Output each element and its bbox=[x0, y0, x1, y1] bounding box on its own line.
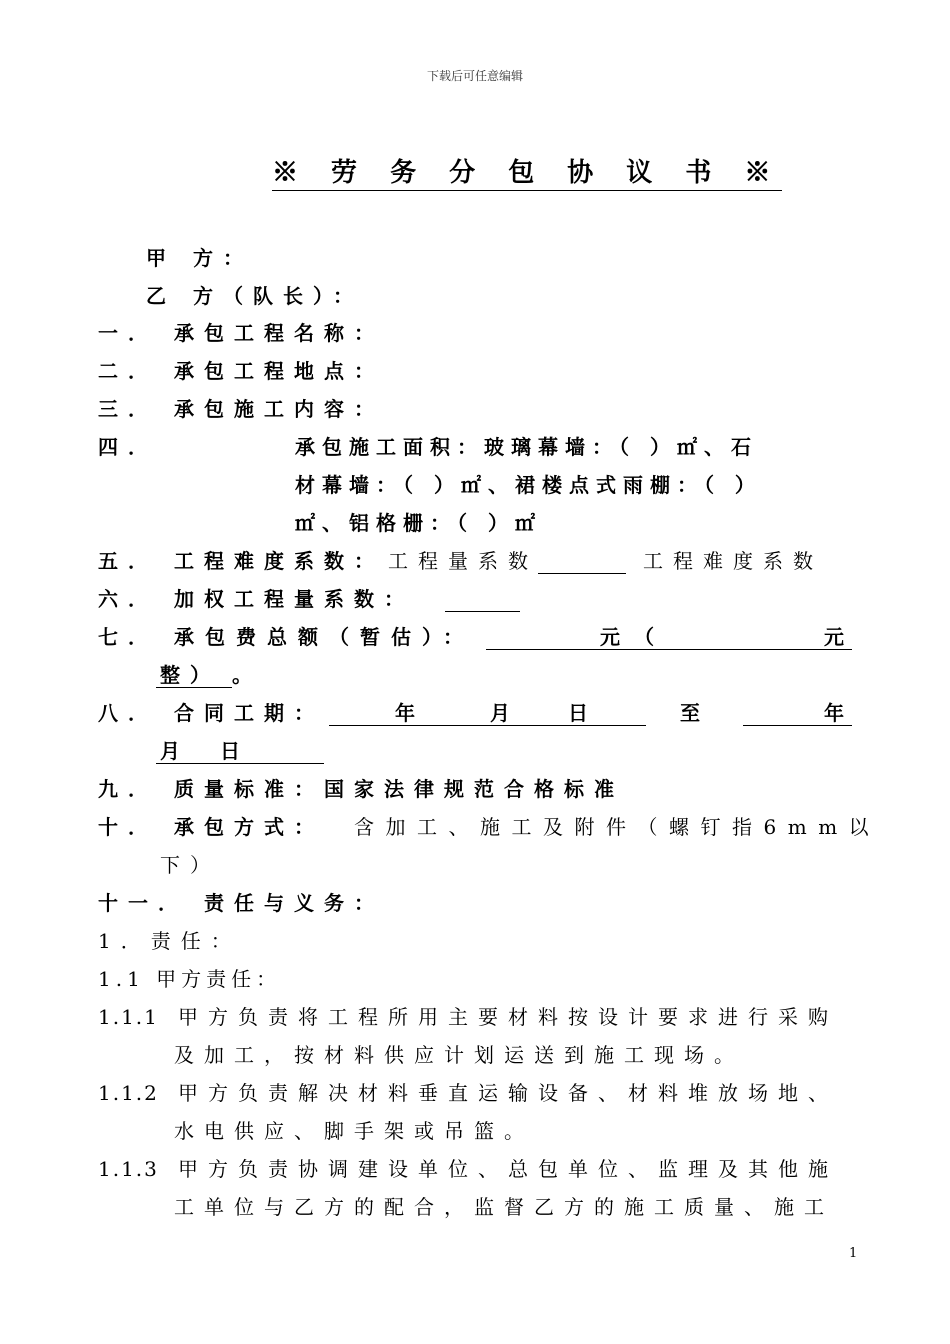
item-text-11: 责任与义务： bbox=[204, 891, 384, 915]
clause-1-1-2-number: 1.1.2 bbox=[98, 1081, 159, 1105]
clause-1-1-1-line1: 甲方负责将工程所用主要材料按设计要求进行采购 bbox=[178, 1005, 838, 1029]
party-b-label: 乙 方（队长）： bbox=[146, 284, 363, 308]
clause-1-1-2-line2: 水电供应、脚手架或吊篮。 bbox=[174, 1119, 534, 1143]
item-number-9: 九． bbox=[98, 777, 158, 801]
item-text-2: 承包工程地点： bbox=[174, 359, 384, 383]
item-number-7: 七． bbox=[98, 625, 158, 649]
item-text-6: 加权工程量系数： bbox=[174, 587, 414, 611]
item-text-10-line2: 下） bbox=[160, 853, 220, 877]
blank-line-8-end-date bbox=[156, 737, 324, 764]
start-year: 年 bbox=[395, 701, 415, 725]
item-text-1: 承包工程名称： bbox=[174, 321, 384, 345]
blank-line-8-start-date bbox=[329, 699, 646, 726]
page-header-note: 下载后可任意编辑 bbox=[426, 69, 523, 83]
clause-1-1-2-line1: 甲方负责解决材料垂直运输设备、材料堆放场地、 bbox=[178, 1081, 838, 1105]
clause-1-1-1-number: 1.1.1 bbox=[98, 1005, 159, 1029]
item-number-4: 四． bbox=[98, 435, 158, 459]
start-month: 月 bbox=[490, 701, 510, 725]
clause-1-1-3-line1: 甲方负责协调建设单位、总包单位、监理及其他施 bbox=[178, 1157, 838, 1181]
item-number-10: 十． bbox=[98, 815, 158, 839]
yuan-open: 元（ bbox=[600, 625, 668, 649]
start-day: 日 bbox=[568, 701, 588, 725]
engineering-quantity-coefficient: 工程量系数 bbox=[388, 549, 538, 573]
item-text-4-line2: 材幕墙：（ ）㎡、裙楼点式雨棚：（ ） bbox=[295, 473, 762, 497]
blank-line-7a bbox=[486, 623, 852, 650]
item-number-8: 八． bbox=[98, 701, 158, 725]
item-text-7-line2: 整） bbox=[160, 663, 220, 687]
blank-line-5a bbox=[538, 547, 626, 574]
item-number-2: 二． bbox=[98, 359, 158, 383]
end-day: 日 bbox=[220, 739, 240, 763]
document-title: ※ 劳 务 分 包 协 议 书 ※ bbox=[272, 152, 782, 191]
item-number-3: 三． bbox=[98, 397, 158, 421]
item-number-6: 六． bbox=[98, 587, 158, 611]
item-label-8: 合同工期： bbox=[174, 701, 324, 725]
item-text-7-end: 。 bbox=[232, 663, 252, 687]
item-label-7: 承包费总额（暂估）： bbox=[174, 625, 474, 649]
item-text-3: 承包施工内容： bbox=[174, 397, 384, 421]
party-a-label: 甲 方： bbox=[146, 246, 253, 270]
clause-1-1-3-line2: 工单位与乙方的配合，监督乙方的施工质量、施工 bbox=[174, 1195, 834, 1219]
item-text-9: 质量标准：国家法律规范合格标准 bbox=[174, 777, 624, 801]
item-text-4-line1: 承包施工面积：玻璃幕墙：（ ）㎡、石 bbox=[295, 435, 758, 459]
to-label: 至 bbox=[680, 701, 700, 725]
item-number-5: 五． bbox=[98, 549, 158, 573]
clause-1-1-3-number: 1.1.3 bbox=[98, 1157, 159, 1181]
clause-1-1-1-line2: 及加工，按材料供应计划运送到施工现场。 bbox=[174, 1043, 744, 1067]
clause-1-1: 1.1 甲方责任： bbox=[98, 967, 282, 991]
clause-1: 1．责任： bbox=[98, 929, 241, 953]
item-text-10: 含加工、施工及附件（螺钉指6mm以 bbox=[354, 815, 881, 839]
end-year: 年 bbox=[824, 701, 844, 725]
item-label-5: 工程难度系数： bbox=[174, 549, 384, 573]
item-text-4-line3: ㎡、铝格栅：（ ）㎡ bbox=[295, 511, 542, 535]
yuan-close: 元 bbox=[824, 625, 844, 649]
item-label-10: 承包方式： bbox=[174, 815, 324, 839]
blank-line-6 bbox=[445, 585, 520, 612]
item-number-11: 十一． bbox=[98, 891, 188, 915]
item-number-1: 一． bbox=[98, 321, 158, 345]
page-number: 1 bbox=[849, 1246, 858, 1261]
difficulty-coefficient: 工程难度系数 bbox=[643, 549, 823, 573]
end-month: 月 bbox=[160, 739, 180, 763]
